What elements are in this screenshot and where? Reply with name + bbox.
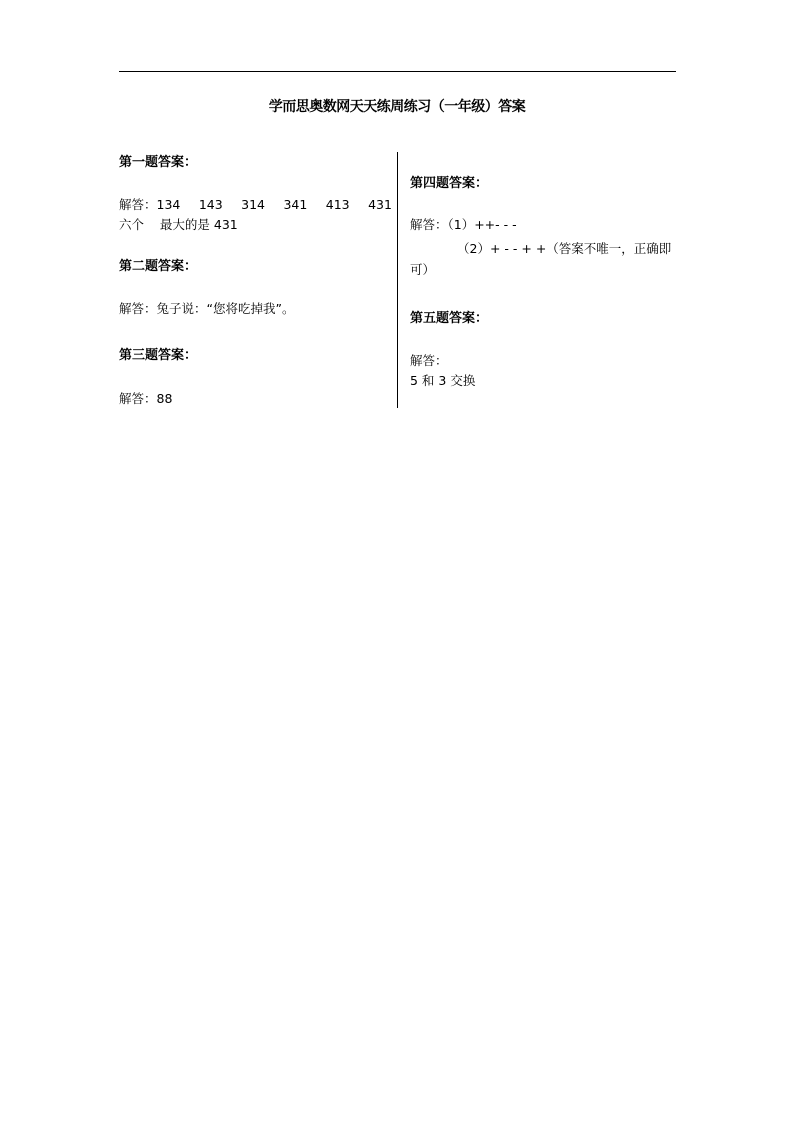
q1-number: 143 — [198, 197, 223, 212]
q1-number: 431 — [368, 197, 392, 212]
q5-heading: 第五题答案： — [410, 311, 489, 326]
q3-heading: 第三题答案： — [119, 348, 198, 363]
q1-number: 314 — [241, 197, 265, 212]
q5-answer-line2: 5 和 3 交换 — [410, 373, 476, 388]
q1-heading: 第一题答案： — [119, 155, 198, 170]
document-title: 学而思奥数网天天练周练习（一年级）答案 — [268, 99, 526, 115]
q3-answer: 解答：88 — [119, 391, 173, 406]
q4-answer-line2: （2）+ - - + +（答案不唯一，正确即可） — [410, 241, 672, 277]
q1-answer-line2: 六个 最大的是 431 — [119, 217, 238, 232]
q1-number: 413 — [325, 197, 350, 212]
q4-answer-line1: 解答：（1）++- - - — [410, 217, 517, 232]
header-rule — [119, 71, 676, 72]
q1-answer-prefix: 解答： — [119, 197, 157, 212]
q1-number: 341 — [283, 197, 308, 212]
q5-answer-line1: 解答： — [410, 353, 448, 368]
q1-answer-line1 — [119, 194, 392, 215]
q1-number-list — [119, 194, 392, 215]
q4-heading: 第四题答案： — [410, 176, 489, 191]
q2-answer: 解答：兔子说：“您将吃掉我”。 — [119, 301, 295, 316]
q2-heading: 第二题答案： — [119, 259, 198, 274]
column-divider — [397, 152, 398, 408]
q1-number: 134 — [156, 197, 181, 212]
